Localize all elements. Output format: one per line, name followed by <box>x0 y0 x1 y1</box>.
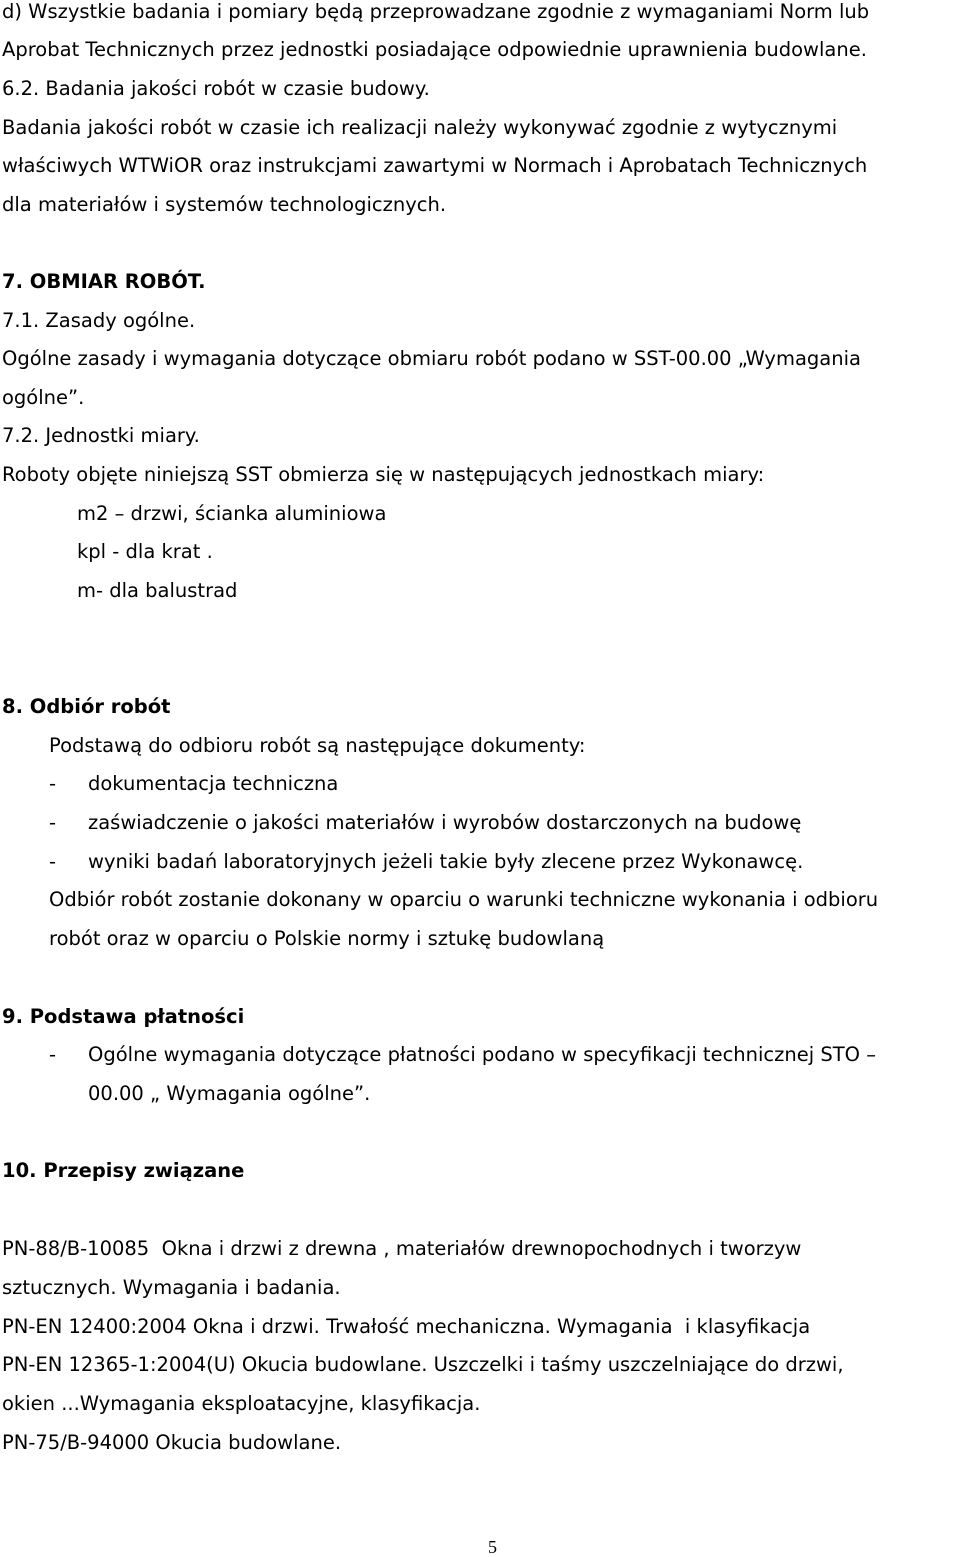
section7-heading: 7. OBMIAR ROBÓT. <box>2 270 206 293</box>
units-intro: Roboty objęte niniejszą SST obmierza się w następujących jednostkach miary: <box>2 463 765 486</box>
bullet-dash: - <box>49 772 57 795</box>
section8-heading: 8. Odbiór robót <box>2 695 171 718</box>
list-item: dokumentacja techniczna <box>88 772 339 795</box>
section9-heading: 9. Podstawa płatności <box>2 1005 245 1028</box>
heading-7-2: 7.2. Jednostki miary. <box>2 424 200 447</box>
d-item-line-1: d) Wszystkie badania i pomiary będą przeprowadzane zgodnie z wymaganiami Norm lub <box>2 0 870 23</box>
heading-7-1: 7.1. Zasady ogólne. <box>2 309 196 332</box>
section7-para-line-2: ogólne”. <box>2 386 85 409</box>
norm-line: PN-EN 12365-1:2004(U) Okucia budowlane. Uszczelki i taśmy uszczelniające do drzwi, <box>2 1353 844 1376</box>
heading-6-2: 6.2. Badania jakości robót w czasie budowy. <box>2 77 430 100</box>
unit-item: m2 – drzwi, ścianka aluminiowa <box>77 502 387 525</box>
unit-item: kpl - dla krat . <box>77 540 213 563</box>
d-item-line-2: Aprobat Technicznych przez jednostki posiadające odpowiednie uprawnienia budowlane. <box>2 38 867 61</box>
list-item: wyniki badań laboratoryjnych jeżeli takie były zlecene przez Wykonawcę. <box>88 850 804 873</box>
unit-item: m- dla balustrad <box>77 579 238 602</box>
section9-item-line-2: 00.00 „ Wymagania ogólne”. <box>88 1082 371 1105</box>
section10-heading: 10. Przepisy związane <box>2 1159 245 1182</box>
bullet-dash: - <box>49 1043 57 1066</box>
list-item: zaświadczenie o jakości materiałów i wyrobów dostarczonych na budowę <box>88 811 802 834</box>
bullet-dash: - <box>49 850 57 873</box>
page-number: 5 <box>488 1537 497 1557</box>
norm-line: PN-88/B-10085 Okna i drzwi z drewna , materiałów drewnopochodnych i tworzyw <box>2 1237 802 1260</box>
section7-para-line-1: Ogólne zasady i wymagania dotyczące obmiaru robót podano w SST-00.00 „Wymagania <box>2 347 861 370</box>
section6-para-line-3: dla materiałów i systemów technologicznych. <box>2 193 447 216</box>
norm-line: sztucznych. Wymagania i badania. <box>2 1276 341 1299</box>
bullet-dash: - <box>49 811 57 834</box>
section8-intro: Podstawą do odbioru robót są następujące dokumenty: <box>49 734 586 757</box>
norm-line: PN-75/B-94000 Okucia budowlane. <box>2 1431 342 1454</box>
section8-closing-line-2: robót oraz w oparciu o Polskie normy i sztukę budowlaną <box>49 927 605 950</box>
section6-para-line-1: Badania jakości robót w czasie ich realizacji należy wykonywać zgodnie z wytycznymi <box>2 116 838 139</box>
section6-para-line-2: właściwych WTWiOR oraz instrukcjami zawartymi w Normach i Aprobatach Technicznych <box>2 154 868 177</box>
norm-line: okien ...Wymagania eksploatacyjne, klasyfikacja. <box>2 1392 481 1415</box>
section8-closing-line-1: Odbiór robót zostanie dokonany w oparciu o warunki techniczne wykonania i odbioru <box>49 888 879 911</box>
section9-item-line-1: Ogólne wymagania dotyczące płatności podano w specyfikacji technicznej STO – <box>88 1043 876 1066</box>
norm-line: PN-EN 12400:2004 Okna i drzwi. Trwałość mechaniczna. Wymagania i klasyfikacja <box>2 1315 811 1338</box>
